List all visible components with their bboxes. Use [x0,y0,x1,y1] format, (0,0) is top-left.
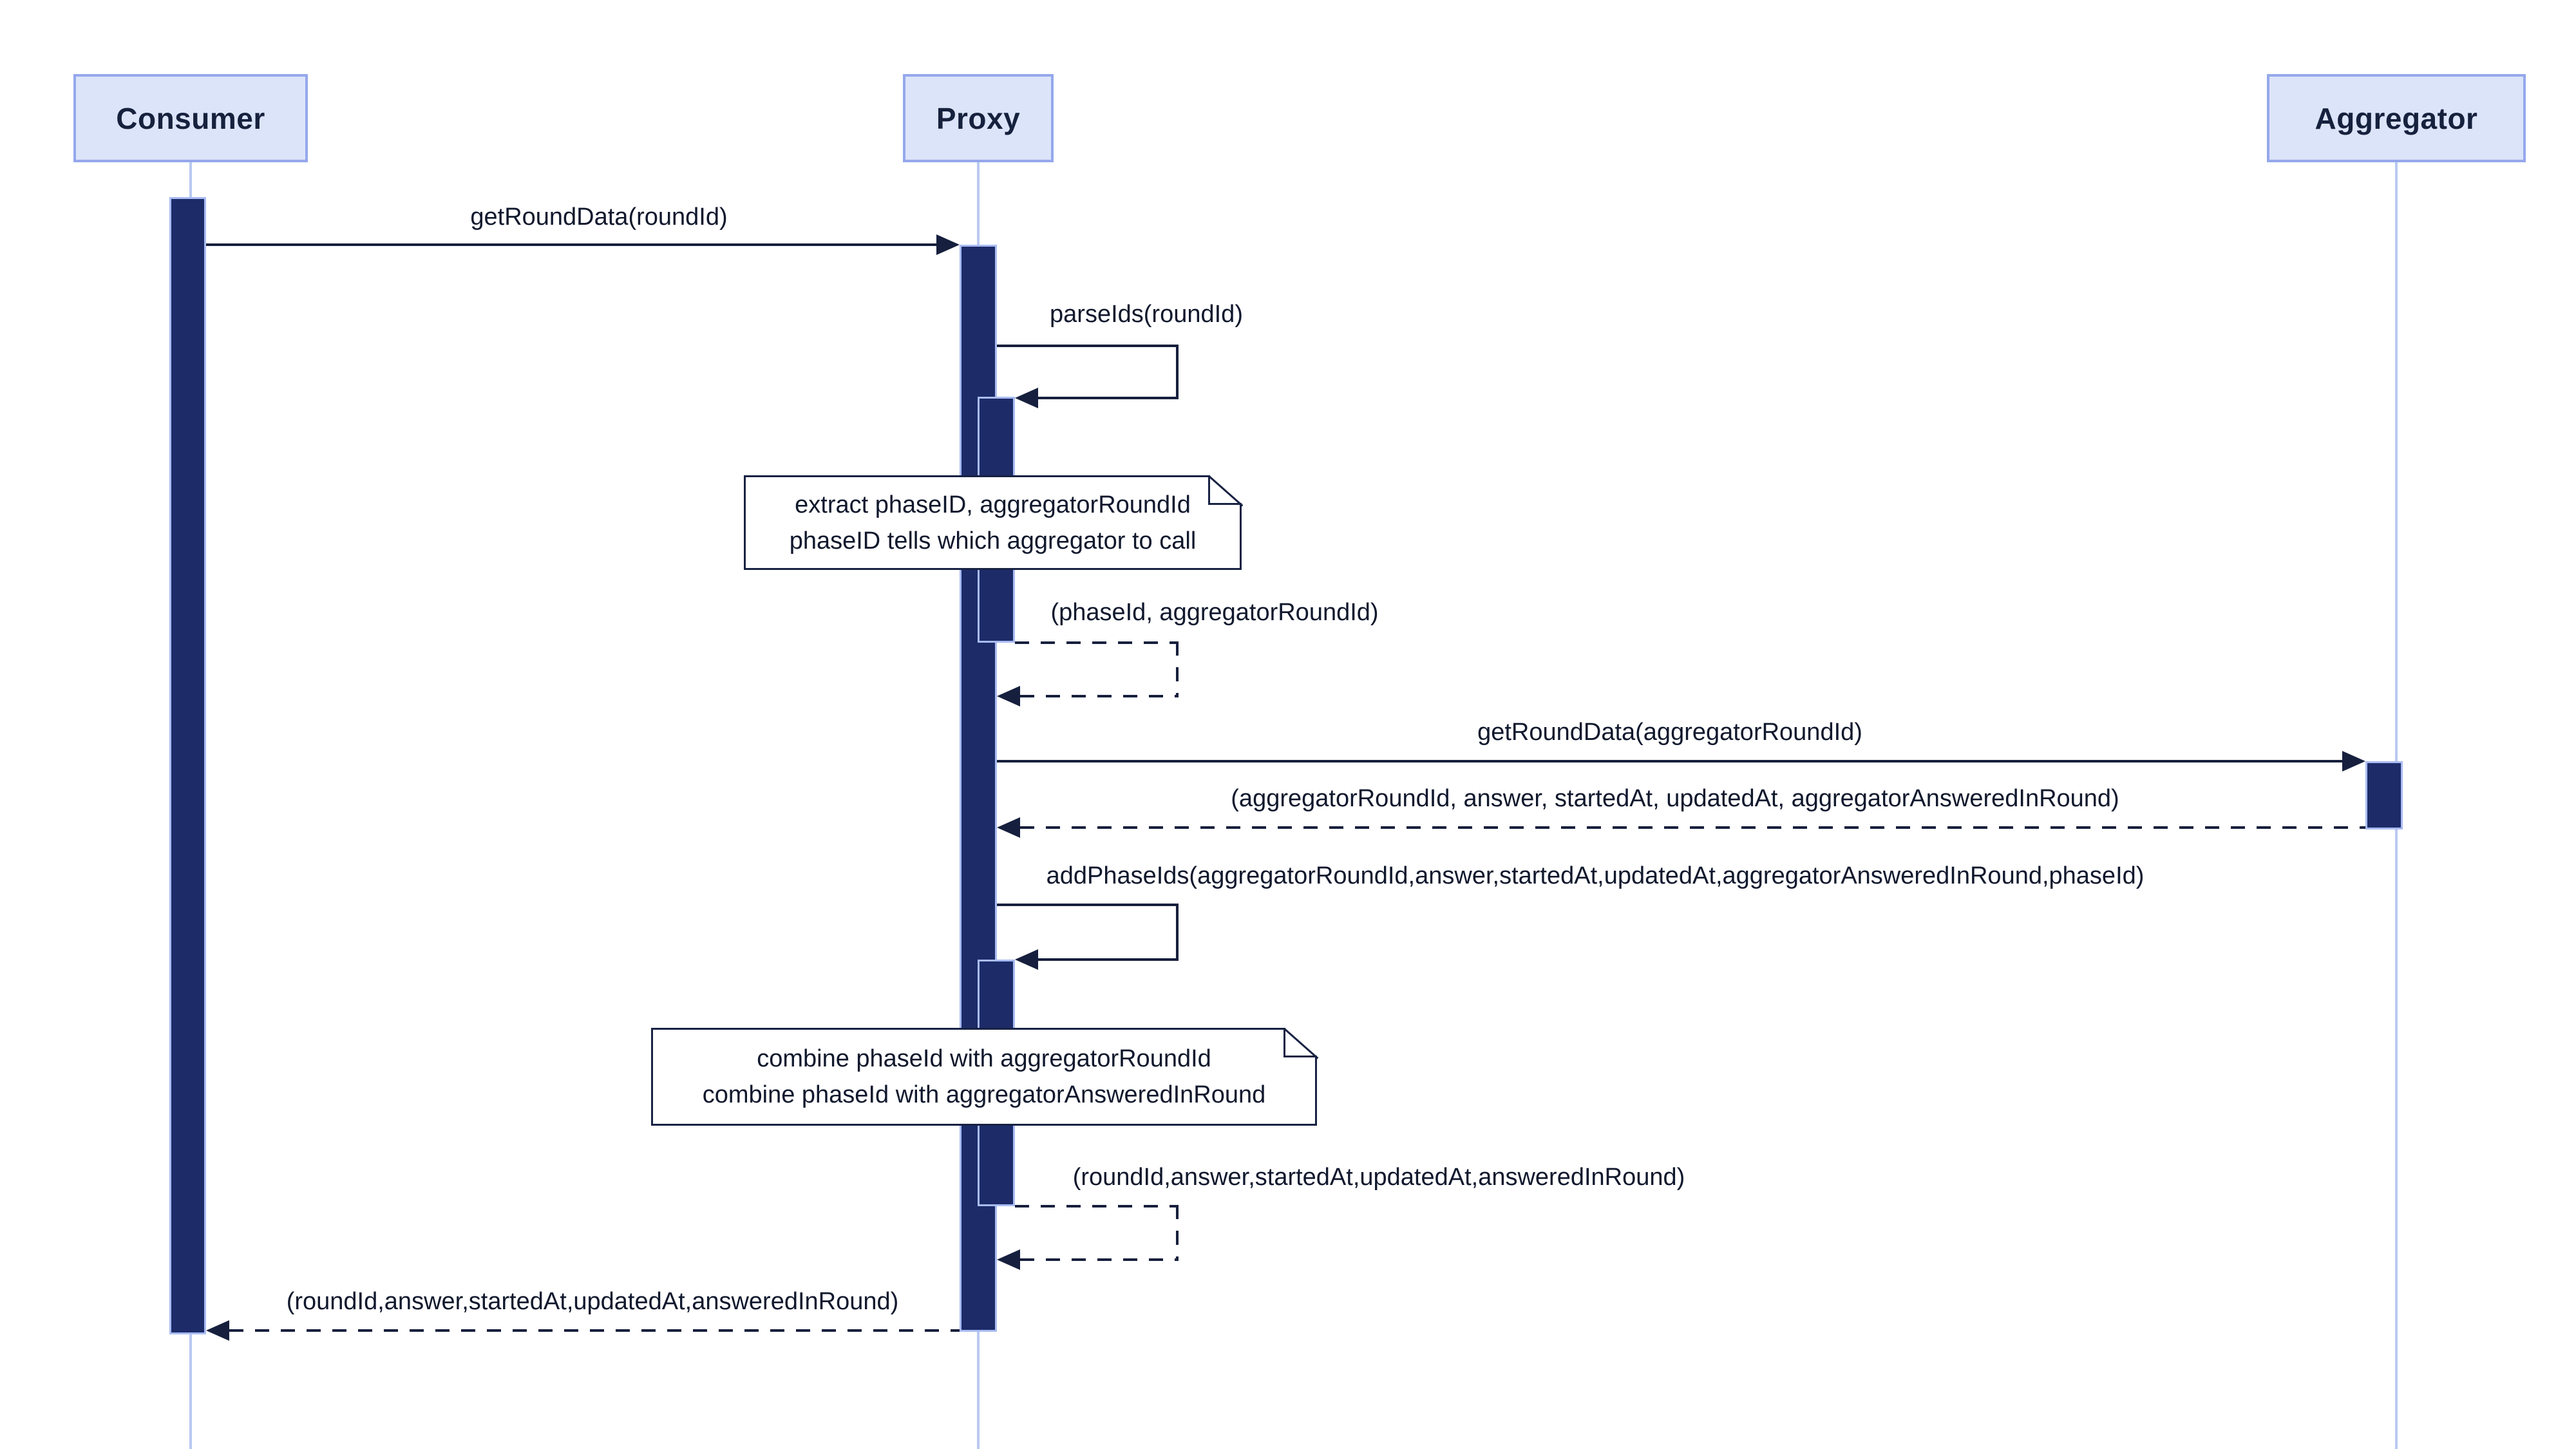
message-3-line-down [1176,641,1179,696]
message-6-line-down [1176,904,1179,960]
message-8-line [229,1329,960,1332]
message-3-line-return [1020,695,1179,697]
message-5-arrowhead-icon [997,817,1020,838]
note-1-line-2: phaseID tells which aggregator to call [789,527,1197,554]
activation-consumer [169,197,206,1334]
note-2-line-1: combine phaseId with aggregatorRoundId [757,1045,1211,1072]
note-2-line-2: combine phaseId with aggregatorAnsweredInRound [702,1081,1266,1108]
participant-consumer [73,74,308,162]
message-2-line-down [1176,345,1179,399]
message-6-arrowhead-icon [1015,949,1038,970]
participant-aggregator [2267,74,2526,162]
message-2-line-return [1036,397,1179,399]
message-2-line-out [997,345,1179,347]
note-1-fold-icon [1208,475,1242,505]
note-1-line-1: extract phaseID, aggregatorRoundId [795,491,1191,518]
message-7-label: (roundId,answer,startedAt,updatedAt,answeredInRound) [1072,1164,1685,1191]
message-8-label: (roundId,answer,startedAt,updatedAt,answeredInRound) [286,1288,899,1315]
message-4-line [997,760,2342,762]
activation-aggregator [2365,761,2403,829]
message-4-arrowhead-icon [2342,751,2365,772]
message-2-arrowhead-icon [1015,388,1038,408]
message-3-label: (phaseId, aggregatorRoundId) [1050,599,1379,626]
message-2-label: parseIds(roundId) [1050,301,1243,328]
message-7-line-return [1020,1258,1179,1261]
message-6-label: addPhaseIds(aggregatorRoundId,answer,startedAt,updatedAt,aggregatorAnsweredInRound,phaseId) [1046,862,2145,889]
note-2 [651,1028,1317,1126]
message-5-line [1020,826,2365,829]
note-1 [744,475,1242,570]
message-1-line [206,243,938,246]
message-3-line-out [1015,641,1179,644]
message-7-arrowhead-icon [997,1249,1020,1270]
message-7-line-down [1176,1205,1179,1260]
message-5-label: (aggregatorRoundId, answer, startedAt, updatedAt, aggregatorAnsweredInRound) [1231,785,2119,812]
message-4-label: getRoundData(aggregatorRoundId) [1477,719,1862,746]
message-8-arrowhead-icon [206,1320,229,1341]
message-7-line-out [1015,1205,1179,1208]
participant-consumer-label: Consumer [116,101,265,135]
message-6-line-out [997,904,1179,906]
message-6-line-return [1036,958,1179,961]
participant-aggregator-label: Aggregator [2315,101,2478,135]
message-1-arrowhead-icon [936,234,960,255]
message-3-arrowhead-icon [997,686,1020,706]
participant-proxy [903,74,1054,162]
participant-proxy-label: Proxy [936,101,1021,135]
note-2-fold-icon [1283,1028,1317,1057]
message-1-label: getRoundData(roundId) [470,204,728,231]
